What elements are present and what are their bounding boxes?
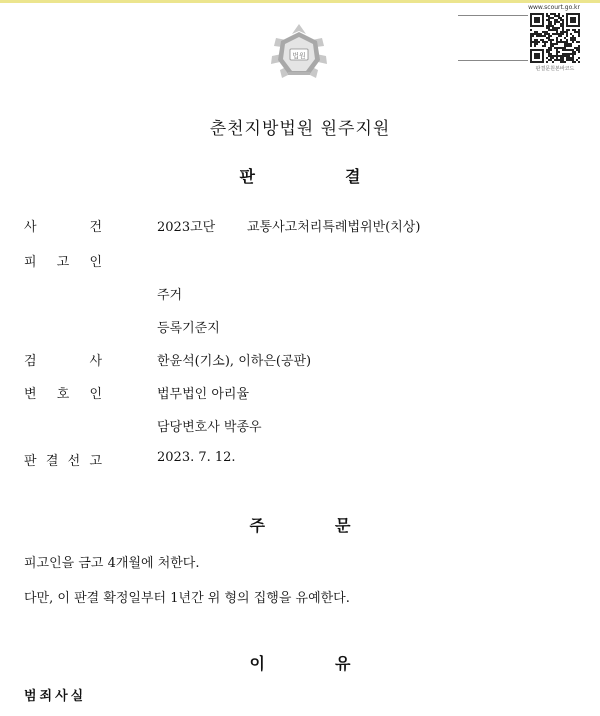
prosecutor-label: [24, 350, 102, 369]
label-char: 건: [89, 220, 102, 235]
label-char: 호: [56, 387, 70, 402]
case-number: 2023고단: [157, 220, 216, 235]
divider: [458, 60, 528, 61]
judgment-title: [0, 164, 600, 187]
label-char: 사: [24, 220, 37, 235]
judgment-title-char: 결: [345, 167, 361, 186]
heading-char: 문: [335, 516, 351, 535]
label-char: 인: [89, 387, 102, 402]
sentence-date-value: 2023. 7. 12.: [157, 450, 236, 465]
label-char: 사: [89, 354, 102, 369]
order-line: 피고인을 금고 4개월에 처한다.: [24, 556, 200, 571]
label-char: 인: [89, 255, 102, 270]
heading-char: 주: [249, 516, 265, 535]
defendant-address-label: 주거: [157, 288, 183, 303]
case-label: [24, 216, 102, 235]
label-char: 선: [67, 454, 81, 469]
counsel-label: [24, 383, 102, 402]
crime-facts-label: 범죄사실: [24, 689, 87, 704]
emblem-text: 법원: [292, 52, 306, 60]
reasons-heading: [0, 651, 600, 674]
counsel-attorney: 담당변호사 박종우: [157, 420, 262, 435]
qr-url: www.scourt.go.kr: [528, 4, 580, 11]
defendant-registry-label: 등록기준지: [157, 321, 220, 336]
top-highlight-bar: [0, 0, 600, 3]
label-char: 결: [45, 454, 59, 469]
label-char: 피: [24, 255, 37, 270]
prosecutor-value: 한윤석(기소), 이하은(공판): [157, 354, 312, 369]
order-line: 다만, 이 판결 확정일부터 1년간 위 형의 집행을 유예한다.: [24, 591, 350, 606]
case-name: 교통사고처리특례법위반(치상): [247, 220, 421, 235]
heading-char: 유: [335, 654, 351, 673]
label-char: 변: [24, 387, 37, 402]
label-char: 고: [89, 454, 102, 469]
counsel-firm: 법무법인 아리율: [157, 387, 250, 402]
divider: [458, 15, 528, 16]
label-char: 고: [56, 255, 70, 270]
court-name: 춘천지방법원 원주지원: [209, 119, 391, 139]
defendant-label: [24, 251, 102, 270]
court-emblem-icon: [266, 20, 332, 86]
label-char: 검: [24, 354, 37, 369]
heading-char: 이: [249, 654, 265, 673]
sentence-date-label: [24, 450, 102, 469]
judgment-title-char: 판: [239, 167, 255, 186]
order-heading: [0, 513, 600, 536]
document-barcode-area: [456, 4, 582, 78]
qr-code-icon: [530, 13, 580, 63]
label-char: 판: [24, 454, 37, 469]
qr-caption: 판결문원본바코드: [535, 66, 575, 72]
